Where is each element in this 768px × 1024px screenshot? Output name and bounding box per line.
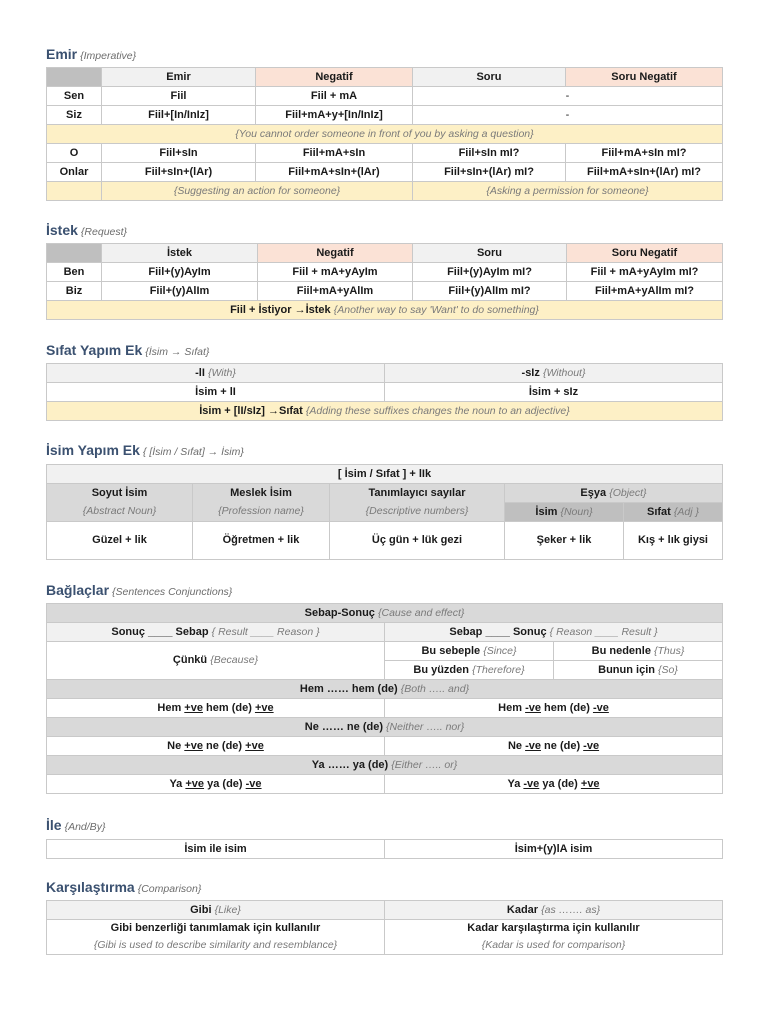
istek-corner (47, 244, 102, 263)
istek-header-istek: İstek (102, 244, 258, 263)
baglaclar-subtitle: {Sentences Conjunctions} (112, 586, 233, 598)
sifat-yapim-header-siz: -sIz {Without} (385, 364, 723, 383)
emir-note: {Asking a permission for someone} (413, 182, 723, 201)
emir-row-label-onlar: Onlar (47, 163, 102, 182)
emir-row-label-o: O (47, 144, 102, 163)
isim-yapim-col-tanimlayici: Tanımlayıcı sayılar {Descriptive numbers} (330, 484, 505, 522)
ile-title: İle {And/By} (46, 817, 106, 833)
istek-table (46, 243, 723, 320)
emir-cell-empty: - (413, 87, 723, 106)
istek-footer: Fiil + İstiyor →İstek {Another way to say 'Want' to do something} (47, 301, 723, 320)
ile-left: İsim ile isim (47, 840, 385, 859)
emir-cell: Fiil+mA+sIn+(lAr) (256, 163, 413, 182)
baglaclar-ya-negative: Ya -ve ya (de) +ve (385, 775, 723, 794)
istek-row-label-ben: Ben (47, 263, 102, 282)
istek-header-soru-negatif: Soru Negatif (567, 244, 723, 263)
emir-note: {Suggesting an action for someone} (102, 182, 413, 201)
baglaclar-title: Bağlaçlar {Sentences Conjunctions} (46, 582, 233, 598)
ile-right: İsim+(y)lA isim (385, 840, 723, 859)
isim-yapim-col-esya: Eşya {Object} (505, 484, 723, 503)
baglaclar-bu-sebeple: Bu sebeple {Since} (385, 642, 554, 661)
emir-header-soru-negatif: Soru Negatif (566, 68, 723, 87)
karsilastirma-gibi-desc: Gibi benzerliği tanımlamak için kullanılır {Gibi is used to describe similarity and resemblance} (47, 920, 385, 955)
istek-header-negatif: Negatif (258, 244, 413, 263)
isim-yapim-col-soyut: Soyut İsim {Abstract Noun} (47, 484, 193, 522)
sifat-yapim-subtitle: {İsim → Sıfat} (145, 346, 210, 358)
baglaclar-table (46, 603, 723, 794)
emir-cell: Fiil + mA (256, 87, 413, 106)
emir-row-label-siz: Siz (47, 106, 102, 125)
isim-yapim-example: Kış + lık giysi (624, 522, 723, 560)
istek-cell: Fiil + mA+yAyIm (258, 263, 413, 282)
baglaclar-ya-positive: Ya +ve ya (de) -ve (47, 775, 385, 794)
emir-cell: Fiil+sIn+(lAr) mI? (413, 163, 566, 182)
baglaclar-sebep-sonuc-subheader: Sebap ____ Sonuç { Reason ____ Result } (385, 623, 723, 642)
istek-cell: Fiil+(y)AlIm mI? (413, 282, 567, 301)
emir-cell: Fiil+sIn (102, 144, 256, 163)
istek-row-label-biz: Biz (47, 282, 102, 301)
emir-cell: Fiil+mA+sIn mI? (566, 144, 723, 163)
baglaclar-ne-negative: Ne -ve ne (de) -ve (385, 737, 723, 756)
isim-yapim-title: İsim Yapım Ek { [İsim / Sıfat] → İsim} (46, 442, 244, 458)
isim-yapim-subtitle: { [İsim / Sıfat] → İsim} (142, 446, 244, 458)
emir-note: {You cannot order someone in front of you by asking a question} (47, 125, 723, 144)
isim-yapim-example: Güzel + lik (47, 522, 193, 560)
baglaclar-ya-header: Ya …… ya (de) {Either ….. or} (47, 756, 723, 775)
emir-header-negatif: Negatif (256, 68, 413, 87)
isim-yapim-example: Şeker + lik (505, 522, 624, 560)
emir-title: Emir {Imperative} (46, 46, 137, 62)
baglaclar-bu-nedenle: Bu nedenle {Thus} (554, 642, 723, 661)
istek-subtitle: {Request} (80, 226, 128, 238)
emir-subtitle: {Imperative} (80, 50, 137, 62)
baglaclar-sebep-sonuc-header: Sebap-Sonuç {Cause and effect} (47, 604, 723, 623)
arrow-right-icon: → (294, 303, 306, 316)
emir-cell: Fiil+mA+sIn+(lAr) mI? (566, 163, 723, 182)
isim-yapim-table (46, 464, 723, 560)
karsilastirma-subtitle: {Comparison} (137, 883, 202, 895)
sifat-yapim-footer: İsim + [lI/sIz] →Sıfat {Adding these suffixes changes the noun to an adjective} (47, 402, 723, 421)
karsilastirma-kadar-desc: Kadar karşılaştırma için kullanılır {Kadar is used for comparison} (385, 920, 723, 955)
baglaclar-hem-negative: Hem -ve hem (de) -ve (385, 699, 723, 718)
baglaclar-hem-positive: Hem +ve hem (de) +ve (47, 699, 385, 718)
emir-cell: Fiil+mA+y+[In/InIz] (256, 106, 413, 125)
karsilastirma-title: Karşılaştırma {Comparison} (46, 879, 202, 895)
baglaclar-bunun-icin: Bunun için {So} (554, 661, 723, 680)
emir-cell: Fiil+[In/InIz] (102, 106, 256, 125)
sifat-yapim-cell: İsim + lI (47, 383, 385, 402)
istek-header-soru: Soru (413, 244, 567, 263)
baglaclar-ne-header: Ne …… ne (de) {Neither ….. nor} (47, 718, 723, 737)
emir-corner (47, 68, 102, 87)
baglaclar-ne-positive: Ne +ve ne (de) +ve (47, 737, 385, 756)
isim-yapim-col-meslek: Meslek İsim {Profession name} (193, 484, 330, 522)
ile-subtitle: {And/By} (64, 821, 106, 833)
emir-note-spacer (47, 182, 102, 201)
sifat-yapim-table (46, 363, 723, 421)
karsilastirma-table (46, 900, 723, 955)
emir-table (46, 67, 723, 201)
sifat-yapim-cell: İsim + sIz (385, 383, 723, 402)
baglaclar-hem-header: Hem …… hem (de) {Both ….. and} (47, 680, 723, 699)
emir-cell: Fiil+sIn+(lAr) (102, 163, 256, 182)
isim-yapim-example: Öğretmen + lik (193, 522, 330, 560)
isim-yapim-example: Üç gün + lük gezi (330, 522, 505, 560)
isim-yapim-col-sifat: Sıfat {Adj } (624, 503, 723, 522)
istek-cell: Fiil+mA+yAlIm mI? (567, 282, 723, 301)
sifat-yapim-header-li: -lI {With} (47, 364, 385, 383)
emir-header-soru: Soru (413, 68, 566, 87)
baglaclar-bu-yuzden: Bu yüzden {Therefore} (385, 661, 554, 680)
baglaclar-sonuc-sebep-header: Sonuç ____ Sebap { Result ____ Reason } (47, 623, 385, 642)
emir-cell-empty: - (413, 106, 723, 125)
emir-cell: Fiil (102, 87, 256, 106)
istek-cell: Fiil+mA+yAlIm (258, 282, 413, 301)
istek-cell: Fiil+(y)AlIm (102, 282, 258, 301)
istek-cell: Fiil + mA+yAyIm mI? (567, 263, 723, 282)
emir-cell: Fiil+sIn mI? (413, 144, 566, 163)
istek-title: İstek {Request} (46, 222, 128, 238)
isim-yapim-col-isim: İsim {Noun} (505, 503, 624, 522)
istek-cell: Fiil+(y)AyIm mI? (413, 263, 567, 282)
emir-header-emir: Emir (102, 68, 256, 87)
ile-table (46, 839, 723, 859)
isim-yapim-top: [ İsim / Sıfat ] + lIk (47, 465, 723, 484)
arrow-right-icon: → (268, 404, 279, 417)
istek-cell: Fiil+(y)AyIm (102, 263, 258, 282)
karsilastirma-kadar-header: Kadar {as ……. as} (385, 901, 723, 920)
sifat-yapim-title: Sıfat Yapım Ek {İsim → Sıfat} (46, 342, 210, 358)
karsilastirma-gibi-header: Gibi {Like} (47, 901, 385, 920)
emir-cell: Fiil+mA+sIn (256, 144, 413, 163)
baglaclar-cunku: Çünkü {Because} (47, 642, 385, 680)
emir-row-label-sen: Sen (47, 87, 102, 106)
